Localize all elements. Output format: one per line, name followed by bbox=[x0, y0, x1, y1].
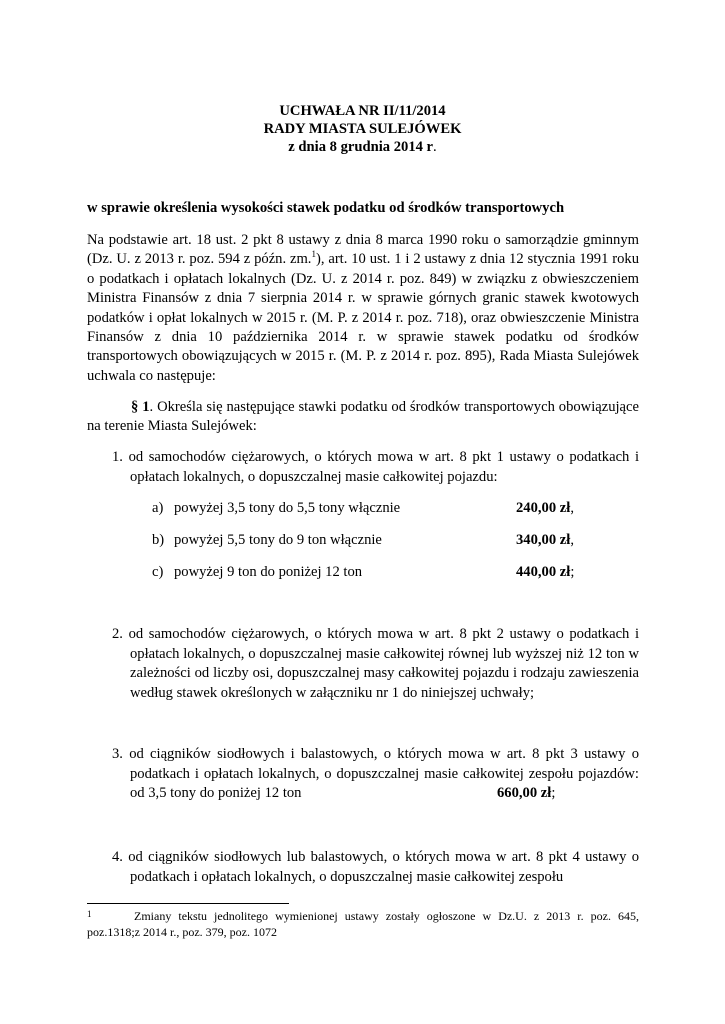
subitem-b-desc: powyżej 5,5 tony do 9 ton włącznie bbox=[174, 532, 382, 548]
resolution-date-text: z dnia 8 grudnia 2014 r bbox=[288, 139, 434, 155]
list-item-2-number: 2. bbox=[112, 626, 123, 642]
list-item-1 bbox=[112, 448, 639, 487]
list-item-4-text: od ciągników siodłowych lub balastowych, o których mowa w art. 8 pkt 4 ustawy o podatkach i opłatach lokalnych, o dopuszczalnej masie całkowitej zespołu bbox=[128, 849, 639, 885]
subitem-a bbox=[152, 499, 592, 519]
subitem-a-amount-value: 240,00 zł bbox=[516, 500, 571, 516]
list-item-2-body bbox=[112, 625, 639, 703]
resolution-number: UCHWAŁA NR II/11/2014 bbox=[279, 103, 446, 119]
section-1-marker: § 1 bbox=[131, 399, 150, 415]
subitem-a-amount bbox=[516, 499, 574, 519]
section-1-paragraph bbox=[87, 398, 639, 437]
subitem-c-amount-value: 440,00 zł bbox=[516, 564, 571, 580]
subitem-b-amount-suffix: , bbox=[570, 532, 574, 548]
subitem-c bbox=[152, 563, 592, 583]
list-item-3-amount bbox=[497, 784, 555, 804]
list-item-3-amount-value: 660,00 zł bbox=[497, 785, 552, 801]
list-item-1-text: od samochodów ciężarowych, o których mowa w art. 8 pkt 1 ustawy o podatkach i opłatach lokalnych, o dopuszczalnej masie całkowitej pojazdu: bbox=[128, 449, 639, 485]
legal-basis-paragraph bbox=[87, 231, 639, 386]
subitem-a-amount-suffix: , bbox=[570, 500, 574, 516]
list-item-4-body bbox=[112, 848, 639, 887]
section-1-text: . Określa się następujące stawki podatku od środków transportowych obowiązujące na terenie Miasta Sulejówek: bbox=[87, 399, 639, 435]
list-item-3-body bbox=[112, 745, 639, 804]
subitem-a-desc: powyżej 3,5 tony do 5,5 tony włącznie bbox=[174, 500, 401, 516]
legal-basis-text-2: ), art. 10 ust. 1 i 2 ustawy z dnia 12 stycznia 1991 roku o podatkach i opłatach lokalnych (Dz. U. z 2014 r. poz. 849) w związku z obwieszczeniem Ministra Finansów z dnia 7 sierpnia 2014 r. w sprawie górnych granic stawek kwotowych podatków i opłat lokalnych w 2015 r. (M. P. z 2014 r. poz. 718), oraz obwieszczenie Ministra Finansów z dnia 10 października 2014 r. w sprawie stawek podatku od środków transportowych obowiązujących w 2015 r. (M. P. z 2014 r. poz. 895), Rada Miasta Sulejówek uchwala co następuje: bbox=[87, 251, 639, 384]
council-name: RADY MIASTA SULEJÓWEK bbox=[263, 121, 462, 137]
footnote-text: Zmiany tekstu jednolitego wymienionej ustawy zostały ogłoszone w Dz.U. z 2013 r. poz. 645, poz.1318;z 2014 r., poz. 379, poz. 1072 bbox=[87, 909, 639, 939]
resolution-date-dot: . bbox=[433, 139, 437, 155]
list-item-1-body bbox=[112, 448, 639, 487]
subitem-a-letter: a) bbox=[152, 500, 164, 516]
subitem-c-amount-suffix: ; bbox=[570, 564, 575, 580]
list-item-2-text: od samochodów ciężarowych, o których mowa w art. 8 pkt 2 ustawy o podatkach i opłatach lokalnych, o dopuszczalnej masie całkowitej równej lub wyższej niż 12 ton w zależności od liczby osi, dopuszczalnej masy całkowitej pojazdu i rodzaju zawieszenia według stawek określonych w załączniku nr 1 do niniejszej uchwały; bbox=[128, 626, 639, 701]
footnote-mark: 1 bbox=[87, 909, 92, 919]
resolution-subject: w sprawie określenia wysokości stawek podatku od środków transportowych bbox=[87, 200, 565, 216]
footnote bbox=[87, 908, 639, 940]
subitem-b-letter: b) bbox=[152, 532, 165, 548]
list-item-3-text: od ciągników siodłowych i balastowych, o których mowa w art. 8 pkt 3 ustawy o podatkach i opłatach lokalnych, o dopuszczalnej masie całkowitej zespołu pojazdów: od 3,5 tony do poniżej 12 ton bbox=[129, 746, 639, 802]
subitem-b-amount-value: 340,00 zł bbox=[516, 532, 571, 548]
subitem-c-desc: powyżej 9 ton do poniżej 12 ton bbox=[174, 564, 363, 580]
subitem-c-letter: c) bbox=[152, 564, 164, 580]
list-item-3-amount-suffix: ; bbox=[551, 785, 556, 801]
list-item-3 bbox=[112, 745, 639, 804]
list-item-4 bbox=[112, 848, 639, 887]
subitem-c-amount bbox=[516, 563, 574, 583]
list-item-2 bbox=[112, 625, 639, 703]
footnote-reference[interactable]: 1 bbox=[311, 249, 316, 260]
subitem-b bbox=[152, 531, 592, 551]
legal-basis-text-1: Na podstawie art. 18 ust. 2 pkt 8 ustawy z dnia 8 marca 1990 roku o samorządzie gminnym (Dz. U. z 2013 r. poz. 594 z późn. zm. bbox=[87, 232, 639, 268]
list-item-4-number: 4. bbox=[112, 849, 123, 865]
list-item-3-number: 3. bbox=[112, 746, 123, 762]
resolution-date bbox=[0, 138, 725, 156]
list-item-1-number: 1. bbox=[112, 449, 123, 465]
footnote-divider bbox=[87, 903, 289, 904]
subitem-b-amount bbox=[516, 531, 574, 551]
